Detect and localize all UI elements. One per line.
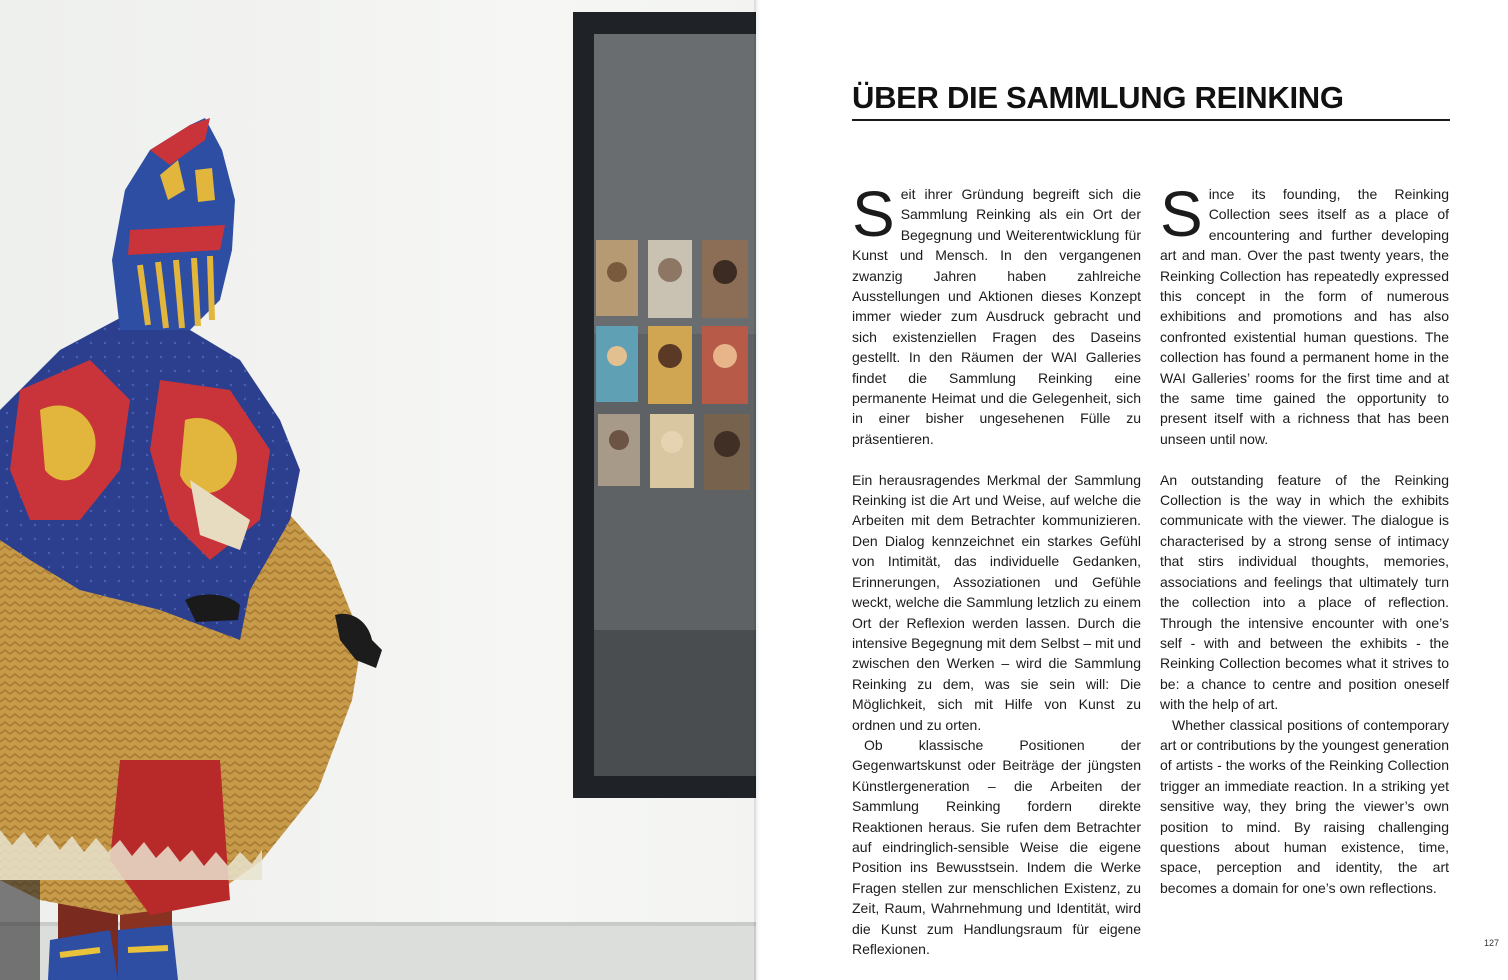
german-paragraph-1-text: eit ihrer Gründung begreift sich die Sammlung Reinking als ein Ort der Begegnung und Weiterentwicklung für Kunst und Mensch. In den vergangenen zwanzig Jahren haben zahlreiche Ausstellungen und Aktionen dieses Konzept immer wieder zum Ausdruck gebracht und sich existenziellen Fragen des Daseins gestellt. In den Räumen der WAI Galleries findet die Sammlung Reinking eine permanente Heimat und die Gelegenheit, sich in einer bisher ungesehenen Fülle zu präsentieren. [852,186,1141,447]
german-paragraph-2: Ein herausragendes Merkmal der Sammlung Reinking ist die Art und Weise, auf welche die Arbeiten mit dem Betrachter kommunizieren. Den Dialog kennzeichnet ein starkes Gefühl von Intimität, das individuelle Gedanken, Erinnerungen, Assoziationen und Gefühle weckt, welche die Sammlung letzlich zu einem Ort der Reflexion werden lassen. Durch die intensive Begegnung mit dem Selbst – mit und zwischen den Werken – wird die Sammlung Reinking zu dem, was sie sein will: Die Möglichkeit, sich mit Hilfe von Kunst zu ordnen und zu orten. [852,471,1141,733]
english-paragraph-2: An outstanding feature of the Reinking Collection is the way in which the exhibits communicate with the viewer. The dialogue is characterised by a strong sense of intimacy that stirs individual thoughts, memories, associations and feelings that ultimately turn the collection into a place of reflection. Through the intensive encounter with one’s self - with and between the exhibits - the Reinking Collection becomes what it strives to be: a chance to centre and position oneself with the help of art. [1160,471,1449,713]
english-dropcap: S [1160,178,1203,250]
english-column [1160,178,1449,898]
reflected-portraits [596,240,750,490]
english-paragraph-3: Whether classical positions of contemporary art or contributions by the youngest generation of artists - the works of the Reinking Collection trigger an immediate reaction. In a striking yet sensitive way, they bring the viewer’s own position to mind. By raising challenging questions about human existence, time, space, perception and identity, the art becomes a domain for one’s own reflections. [1160,716,1449,896]
english-paragraph-1 [1160,178,1449,449]
costume-figure [0,118,382,980]
german-paragraph-1 [852,178,1141,449]
page-title: ÜBER DIE SAMMLUNG REINKING [852,80,1344,115]
page-number: 127 [1484,938,1500,948]
german-column [852,178,1141,959]
page-gutter [754,0,760,980]
wall-mirror [573,12,756,798]
title-rule [852,119,1450,121]
english-paragraph-1-text: ince its founding, the Reinking Collection sees itself as a place of encountering and further developing art and man. Over the past twenty years, the Reinking Collection has repeatedly expressed this concept in the form of numerous exhibitions and promotions and has also confronted existential human questions. The collection has found a permanent home in the WAI Galleries’ rooms for the first time and at the same time gained the opportunity to present itself with a richness that has been unseen until now. [1160,186,1449,447]
german-dropcap: S [852,178,895,250]
german-paragraph-3: Ob klassische Positionen der Gegenwartskunst oder Beiträge der jüngsten Künstlergeneration – die Arbeiten der Sammlung Reinking fordern direkte Reaktionen heraus. Sie rufen dem Betrachter auf eindringlich-sensible Weise die eigene Position ins Bewusstsein. Indem die Werke Fragen stellen zur menschlichen Existenz, zu Zeit, Raum, Wahrnehmung und Identität, wird die Kunst zum Handlungsraum für eigene Reflexionen. [852,736,1141,958]
